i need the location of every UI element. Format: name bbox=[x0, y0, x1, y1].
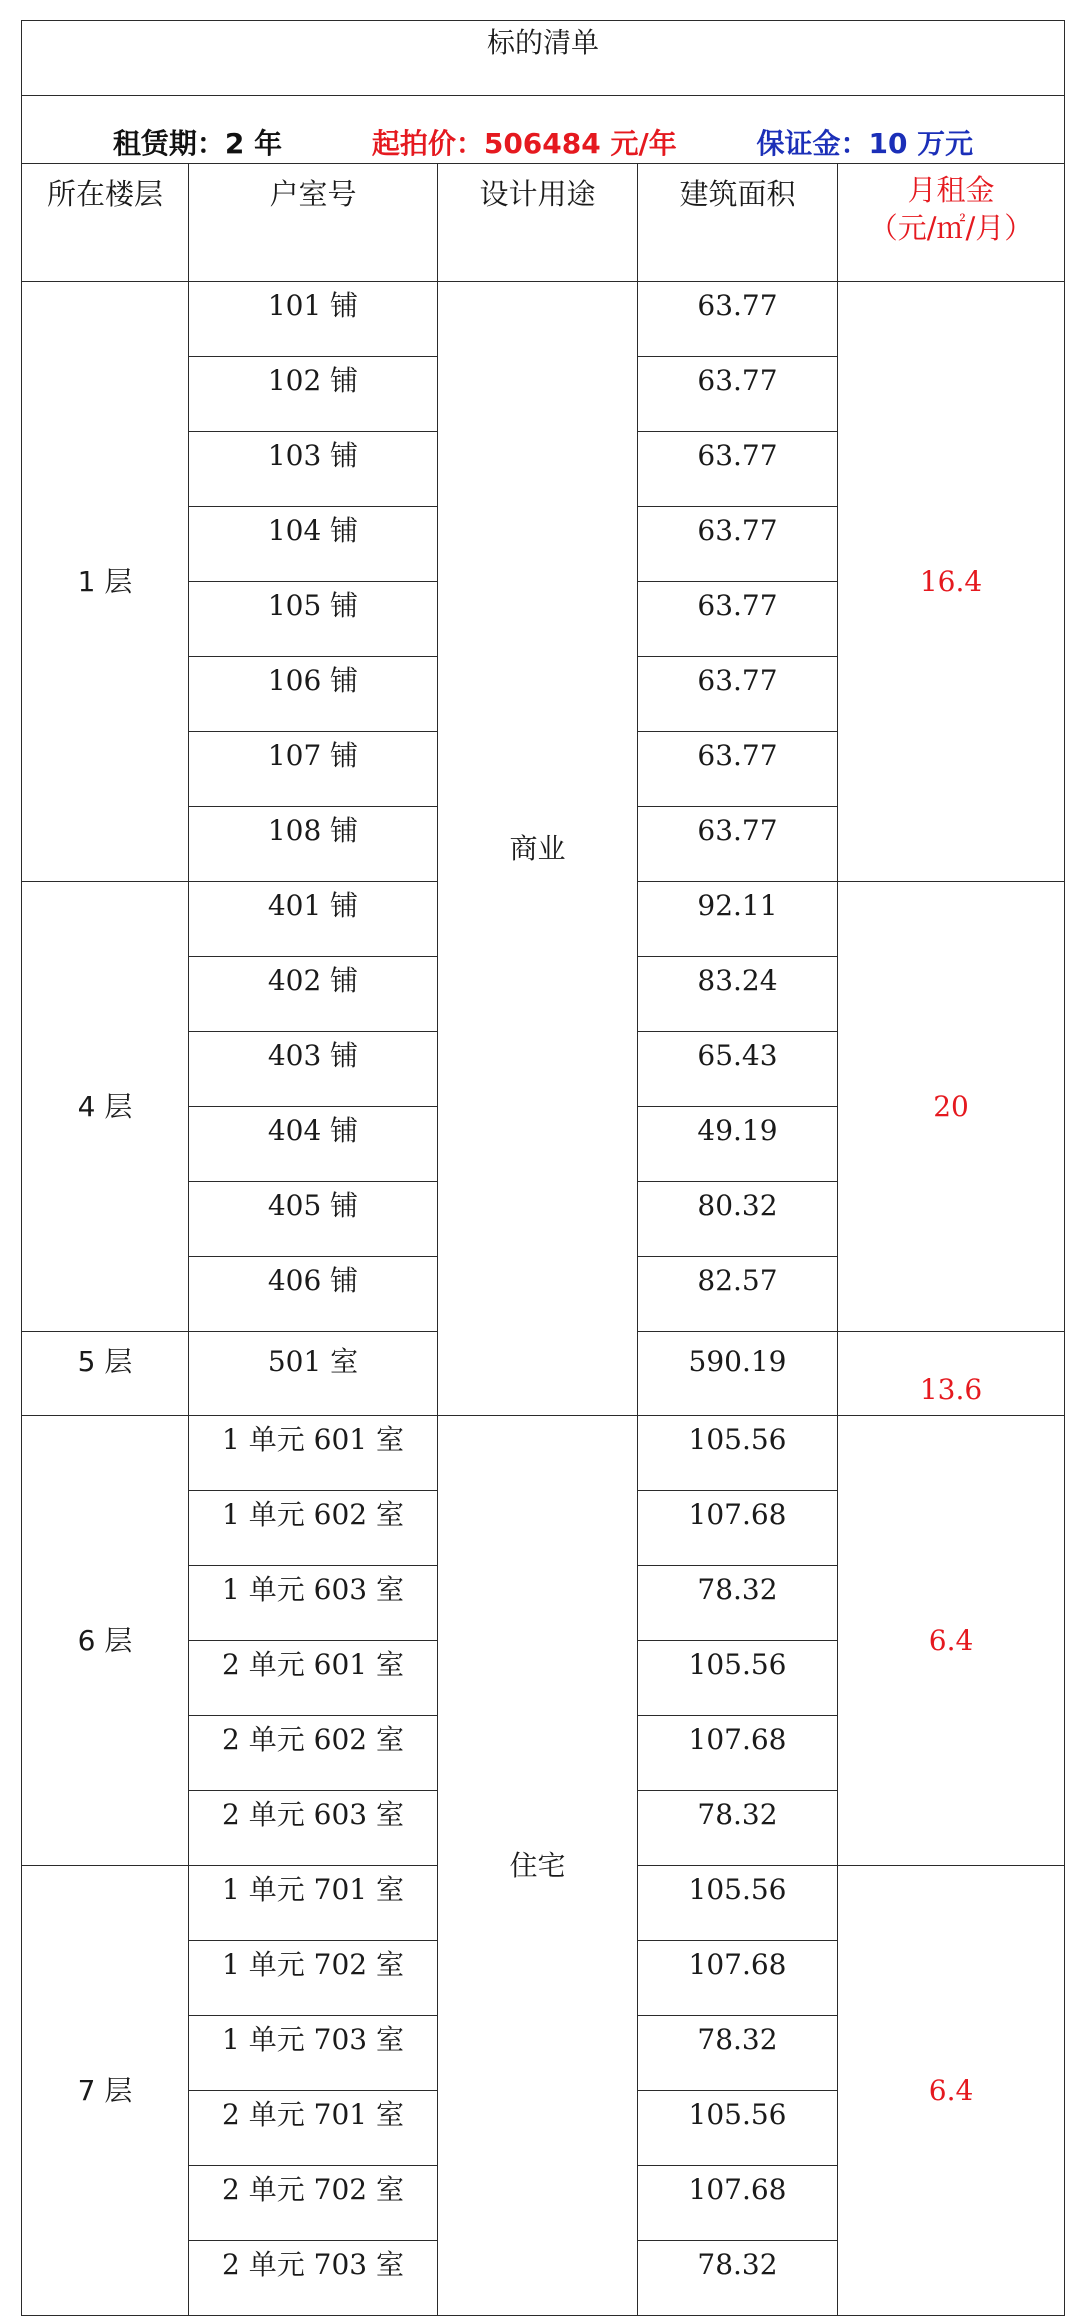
area-cell: 63.77 bbox=[638, 657, 838, 732]
area-cell: 78.32 bbox=[638, 1791, 838, 1866]
floor-cell: 6 层 bbox=[22, 1416, 189, 1866]
usage-cell-commercial: 商业 bbox=[438, 282, 638, 1416]
header-rent bbox=[838, 164, 1065, 282]
title-row bbox=[22, 21, 1065, 96]
table-row bbox=[22, 1416, 1065, 1491]
room-cell: 2 单元 701 室 bbox=[189, 2091, 438, 2166]
room-cell: 405 铺 bbox=[189, 1182, 438, 1257]
room-cell: 107 铺 bbox=[189, 732, 438, 807]
rent-cell: 6.4 bbox=[838, 1866, 1065, 2316]
header-area: 建筑面积 bbox=[638, 164, 838, 282]
lease-terms bbox=[22, 96, 1065, 164]
deposit: 保证金：10 万元 bbox=[756, 127, 974, 160]
room-cell: 1 单元 701 室 bbox=[189, 1866, 438, 1941]
area-cell: 78.32 bbox=[638, 2016, 838, 2091]
rent-cell: 13.6 bbox=[838, 1332, 1065, 1416]
area-cell: 107.68 bbox=[638, 1941, 838, 2016]
room-cell: 2 单元 702 室 bbox=[189, 2166, 438, 2241]
floor-cell: 7 层 bbox=[22, 1866, 189, 2316]
room-cell: 1 单元 603 室 bbox=[189, 1566, 438, 1641]
area-cell: 78.32 bbox=[638, 1566, 838, 1641]
room-cell: 501 室 bbox=[189, 1332, 438, 1416]
area-cell: 105.56 bbox=[638, 2091, 838, 2166]
room-cell: 1 单元 703 室 bbox=[189, 2016, 438, 2091]
area-cell: 63.77 bbox=[638, 582, 838, 657]
area-cell: 92.11 bbox=[638, 882, 838, 957]
header-rent-unit: （元/㎡/月） bbox=[868, 210, 1034, 245]
header-usage: 设计用途 bbox=[438, 164, 638, 282]
area-cell: 63.77 bbox=[638, 807, 838, 882]
room-cell: 406 铺 bbox=[189, 1257, 438, 1332]
table-row bbox=[22, 282, 1065, 357]
area-cell: 105.56 bbox=[638, 1416, 838, 1491]
room-cell: 2 单元 602 室 bbox=[189, 1716, 438, 1791]
room-cell: 108 铺 bbox=[189, 807, 438, 882]
area-cell: 65.43 bbox=[638, 1032, 838, 1107]
table-body bbox=[22, 21, 1065, 2316]
room-cell: 403 铺 bbox=[189, 1032, 438, 1107]
area-cell: 78.32 bbox=[638, 2241, 838, 2316]
room-cell: 2 单元 703 室 bbox=[189, 2241, 438, 2316]
room-cell: 103 铺 bbox=[189, 432, 438, 507]
area-cell: 63.77 bbox=[638, 507, 838, 582]
floor-cell: 1 层 bbox=[22, 282, 189, 882]
area-cell: 63.77 bbox=[638, 357, 838, 432]
usage-cell-residential: 住宅 bbox=[438, 1416, 638, 2316]
area-cell: 107.68 bbox=[638, 1716, 838, 1791]
lease-period: 租赁期：2 年 bbox=[112, 127, 283, 160]
room-cell: 1 单元 602 室 bbox=[189, 1491, 438, 1566]
rent-cell: 16.4 bbox=[838, 282, 1065, 882]
rent-cell: 6.4 bbox=[838, 1416, 1065, 1866]
header-row bbox=[22, 164, 1065, 282]
room-cell: 2 单元 603 室 bbox=[189, 1791, 438, 1866]
floor-cell: 5 层 bbox=[22, 1332, 189, 1416]
header-rent-title: 月租金 bbox=[907, 173, 995, 207]
rent-cell: 20 bbox=[838, 882, 1065, 1332]
area-cell: 83.24 bbox=[638, 957, 838, 1032]
area-cell: 63.77 bbox=[638, 282, 838, 357]
room-cell: 404 铺 bbox=[189, 1107, 438, 1182]
header-floor: 所在楼层 bbox=[22, 164, 189, 282]
room-cell: 106 铺 bbox=[189, 657, 438, 732]
area-cell: 82.57 bbox=[638, 1257, 838, 1332]
area-cell: 107.68 bbox=[638, 2166, 838, 2241]
room-cell: 101 铺 bbox=[189, 282, 438, 357]
area-cell: 105.56 bbox=[638, 1866, 838, 1941]
room-cell: 104 铺 bbox=[189, 507, 438, 582]
document-title: 标的清单 bbox=[22, 21, 1065, 96]
room-cell: 2 单元 601 室 bbox=[189, 1641, 438, 1716]
floor-cell: 4 层 bbox=[22, 882, 189, 1332]
terms-row bbox=[22, 96, 1065, 164]
area-cell: 49.19 bbox=[638, 1107, 838, 1182]
area-cell: 63.77 bbox=[638, 432, 838, 507]
room-cell: 1 单元 702 室 bbox=[189, 1941, 438, 2016]
room-cell: 1 单元 601 室 bbox=[189, 1416, 438, 1491]
area-cell: 107.68 bbox=[638, 1491, 838, 1566]
start-price: 起拍价：506484 元/年 bbox=[371, 127, 677, 160]
area-cell: 63.77 bbox=[638, 732, 838, 807]
room-cell: 401 铺 bbox=[189, 882, 438, 957]
room-cell: 105 铺 bbox=[189, 582, 438, 657]
room-cell: 402 铺 bbox=[189, 957, 438, 1032]
listing-table bbox=[21, 20, 1065, 2316]
area-cell: 105.56 bbox=[638, 1641, 838, 1716]
area-cell: 80.32 bbox=[638, 1182, 838, 1257]
header-room: 户室号 bbox=[189, 164, 438, 282]
area-cell: 590.19 bbox=[638, 1332, 838, 1416]
room-cell: 102 铺 bbox=[189, 357, 438, 432]
